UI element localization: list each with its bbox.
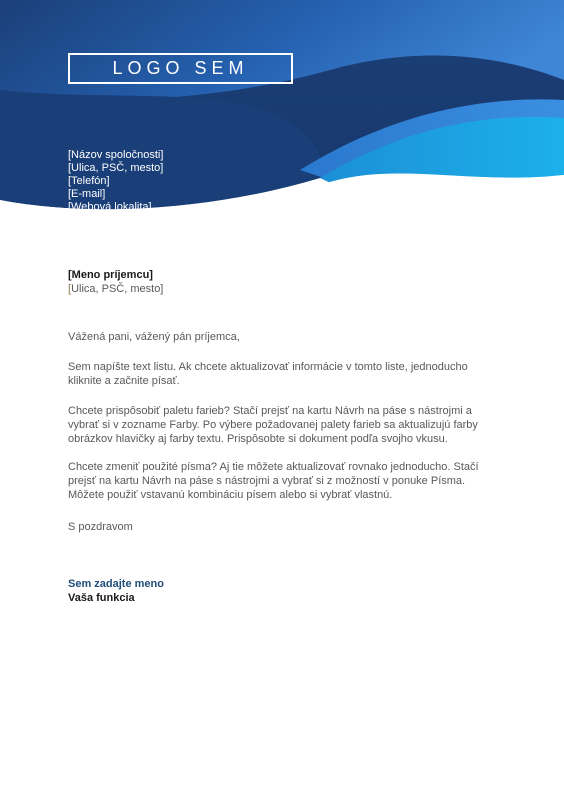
letter-paragraph-1[interactable]: Sem napíšte text listu. Ak chcete aktualizovať informácie v tomto liste, jednoducho kliknite a začnite písať. xyxy=(68,361,468,387)
logo-text: LOGO SEM xyxy=(112,58,249,78)
recipient-name[interactable]: [Meno príjemcu] xyxy=(68,269,153,281)
sender-email[interactable]: [E-mail] xyxy=(68,188,106,200)
logo-placeholder[interactable] xyxy=(68,53,293,84)
recipient-address-bracket: [ xyxy=(68,283,72,295)
signature-title[interactable]: Vaša funkcia xyxy=(68,592,135,604)
letter-paragraph-2[interactable]: Chcete prispôsobiť paletu farieb? Stačí prejsť na kartu Návrh na páse s nástrojmi a vybrať si v zozname Farby. Po výbere požadovanej palety farieb sa aktualizujú farby obrázkov hlavičky aj farby textu. Prispôsobte si dokument podľa svojho vkusu. xyxy=(68,405,478,445)
sender-street[interactable]: [Ulica, PSČ, mesto] xyxy=(68,162,164,174)
recipient-block xyxy=(68,268,163,296)
sender-block xyxy=(68,149,163,214)
sender-website[interactable]: [Webová lokalita] xyxy=(68,201,152,213)
signature-name[interactable]: Sem zadajte meno xyxy=(68,578,164,590)
recipient-address-text: Ulica, PSČ, mesto] xyxy=(71,283,164,295)
sender-company[interactable]: [Názov spoločnosti] xyxy=(68,149,164,161)
letter-closing[interactable]: S pozdravom xyxy=(68,521,133,533)
letter-paragraph-3[interactable]: Chcete zmeniť použité písma? Aj tie môžete aktualizovať rovnako jednoducho. Stačí prejsť na kartu Návrh na páse s nástrojmi a vybrať si z možností v ponuke Písma. Môžete použiť vstavanú kombináciu písem alebo si vybrať vlastnú. xyxy=(68,461,479,501)
sender-phone[interactable]: [Telefón] xyxy=(68,175,110,187)
letter-greeting[interactable]: Vážená pani, vážený pán príjemca, xyxy=(68,331,240,343)
recipient-address[interactable] xyxy=(68,282,163,296)
